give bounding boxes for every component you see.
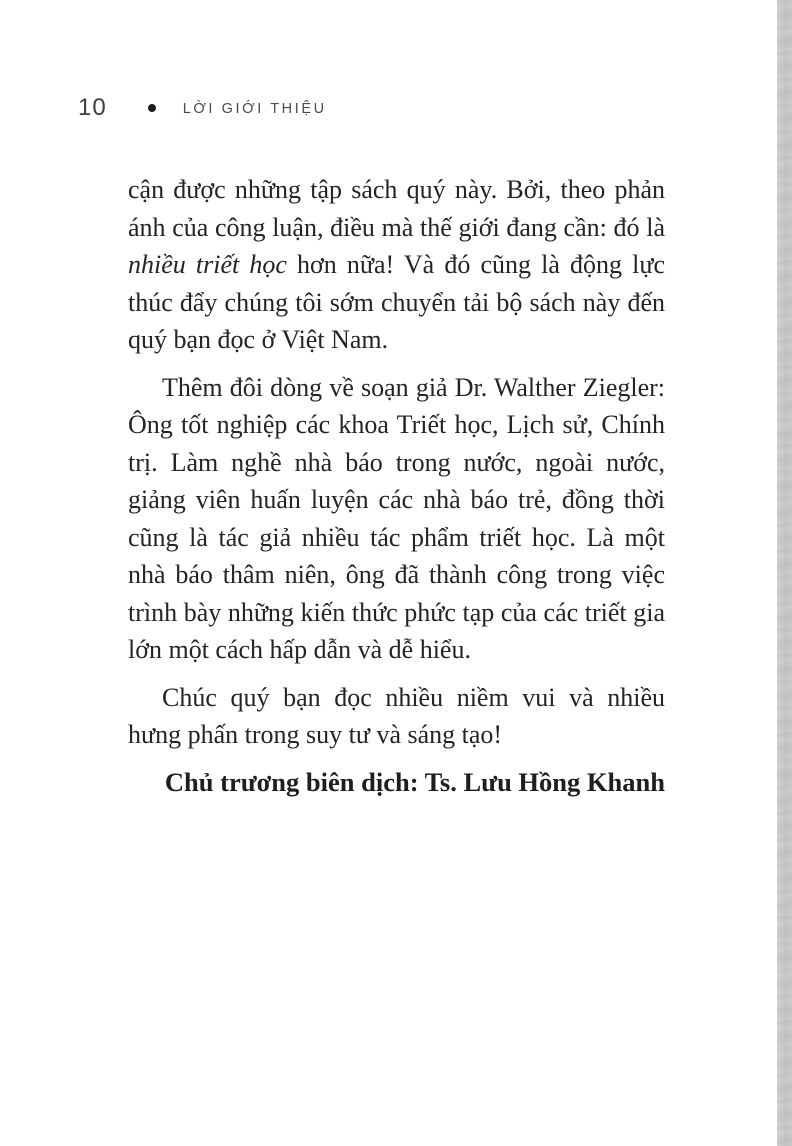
paragraph-1 bbox=[128, 171, 665, 359]
paragraph-1-after-italic: hơn nữa! Và đó cũng là động lực thúc đẩy chúng tôi sớm chuyển tải bộ sách này đến quý bạn đọc ở Việt Nam. bbox=[128, 250, 666, 354]
paragraph-3: Chúc quý bạn đọc nhiều niềm vui và nhiều hưng phấn trong suy tư và sáng tạo! bbox=[128, 682, 665, 749]
running-head-title: LỜI GIỚI THIỆU bbox=[182, 101, 327, 117]
translation-editor-signature: Chủ trương biên dịch: Ts. Lưu Hồng Khanh bbox=[164, 766, 665, 797]
bullet-separator-icon bbox=[148, 104, 156, 112]
page-header bbox=[78, 94, 327, 122]
body-text-block bbox=[128, 171, 665, 801]
page-number: 10 bbox=[78, 94, 107, 121]
paragraph-2: Thêm đôi dòng về soạn giả Dr. Walther Ziegler: Ông tốt nghiệp các khoa Triết học, Lịch sử, Chính trị. Làm nghề nhà báo trong nước, ngoài nước, giảng viên huấn luyện các nhà báo trẻ, đồng thời cũng là tác giả nhiều tác phẩm triết học. Là một nhà báo thâm niên, ông đã thành công trong việc trình bày những kiến thức phức tạp của các triết gia lớn một cách hấp dẫn và dễ hiểu. bbox=[128, 372, 665, 664]
paragraph-1-italic-phrase: nhiều triết học bbox=[128, 250, 287, 279]
paragraph-1-before-italic: cận được những tập sách quý này. Bởi, theo phản ánh của công luận, điều mà thế giới đang cần: đó là bbox=[128, 175, 665, 242]
scanned-page-edge-texture bbox=[777, 0, 792, 1146]
